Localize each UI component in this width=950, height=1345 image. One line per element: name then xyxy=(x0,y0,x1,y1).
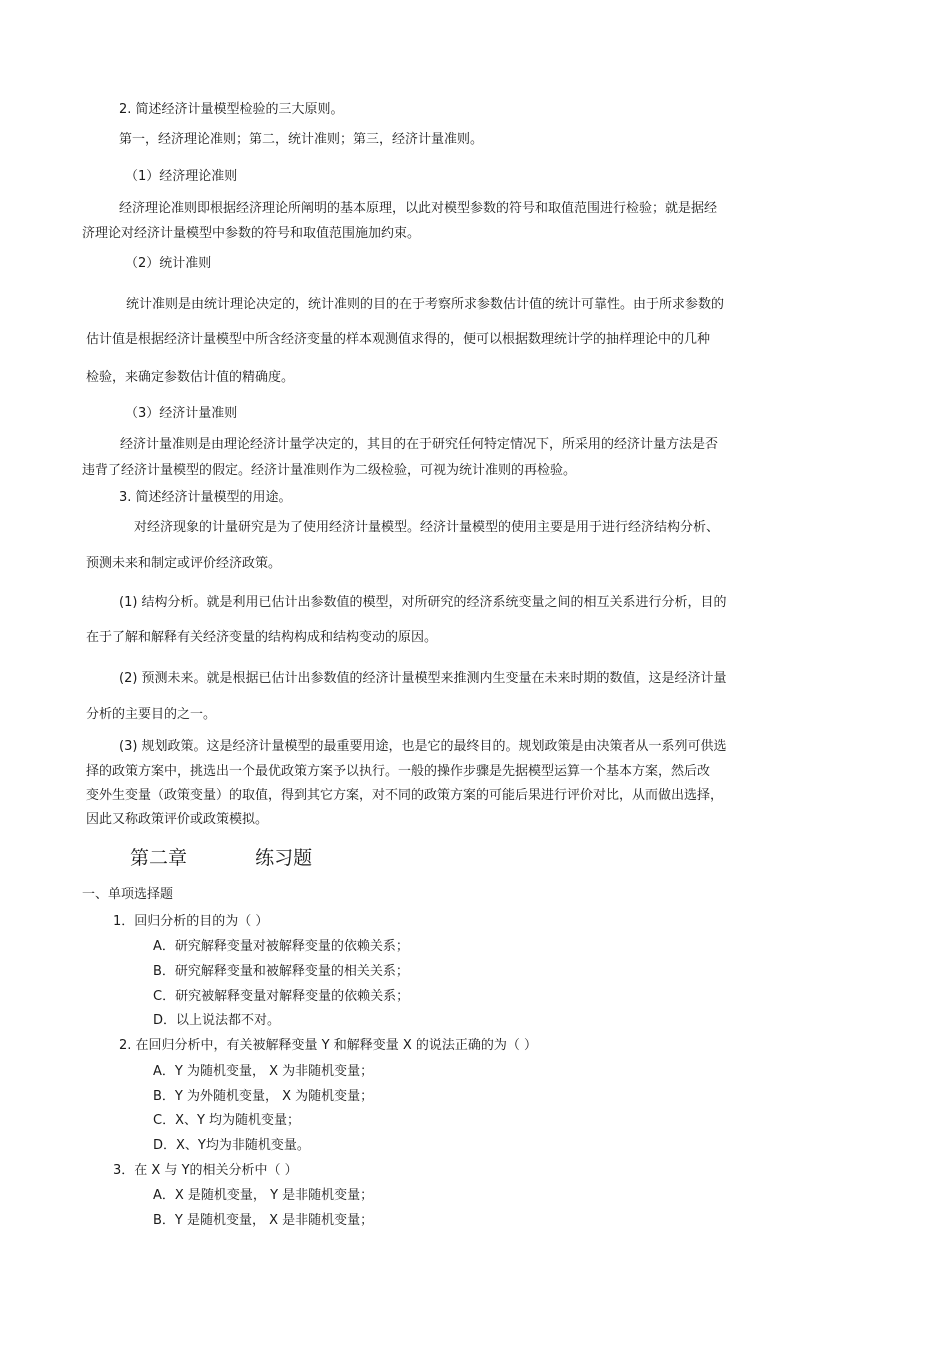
criterion-3-line-2: 违背了经济计量模型的假定。经济计量准则作为二级检验，可视为统计准则的再检验。 xyxy=(82,463,577,478)
uses-intro-line-1: 对经济现象的计量研究是为了使用经济计量模型。经济计量模型的使用主要是用于进行经济结构分析、 xyxy=(134,520,720,535)
criterion-3-heading: （3）经济计量准则 xyxy=(125,406,238,421)
use-2-line-1: (2) 预测未来。就是根据已估计出参数值的经济计量模型来推测内生变量在未来时期的数值，这是经济计量 xyxy=(119,671,727,686)
use-3-line-2: 择的政策方案中，挑选出一个最优政策方案予以执行。一般的操作步骤是先据模型运算一个基本方案，然后改 xyxy=(86,764,711,779)
mc-q2-stem: 2. 在回归分析中，有关被解释变量 Y 和解释变量 X 的说法正确的为（ ） xyxy=(119,1038,538,1053)
criterion-1-line-2: 济理论对经济计量模型中参数的符号和取值范围施加约束。 xyxy=(82,226,421,241)
section-heading: 一、单项选择题 xyxy=(82,887,174,902)
question-2-title: 2. 简述经济计量模型检验的三大原则。 xyxy=(119,102,344,117)
principles-summary: 第一，经济理论准则；第二，统计准则；第三，经济计量准则。 xyxy=(119,132,484,147)
criterion-3-line-1: 经济计量准则是由理论经济计量学决定的，其目的在于研究任何特定情况下，所采用的经济计量方法是否 xyxy=(120,437,719,452)
criterion-2-heading: （2）统计准则 xyxy=(125,256,212,271)
mc-q1-stem: 1．回归分析的目的为（ ） xyxy=(113,914,269,929)
use-1-line-1: (1) 结构分析。就是利用已估计出参数值的模型，对所研究的经济系统变量之间的相互关系进行分析，目的 xyxy=(119,595,727,610)
use-1-line-2: 在于了解和解释有关经济变量的结构构成和结构变动的原因。 xyxy=(86,630,438,645)
mc-q2-option-b: B．Y 为外随机变量， X 为随机变量； xyxy=(153,1089,374,1104)
chapter-title: 练习题 xyxy=(255,847,313,869)
mc-q3-option-a: A．X 是随机变量， Y 是非随机变量； xyxy=(153,1188,374,1203)
mc-q3-stem: 3．在 X 与 Y的相关分析中（ ） xyxy=(113,1163,298,1178)
mc-q2-option-a: A．Y 为随机变量， X 为非随机变量； xyxy=(153,1064,374,1079)
chapter-heading xyxy=(130,845,312,871)
use-3-line-1: (3) 规划政策。这是经济计量模型的最重要用途，也是它的最终目的。规划政策是由决策者从一系列可供选 xyxy=(119,739,727,754)
mc-q3-option-b: B．Y 是随机变量， X 是非随机变量； xyxy=(153,1213,374,1228)
question-3-title: 3. 简述经济计量模型的用途。 xyxy=(119,490,292,505)
mc-q2-option-c: C．X、Y 均为随机变量； xyxy=(153,1113,301,1128)
criterion-1-heading: （1）经济理论准则 xyxy=(125,169,238,184)
mc-q1-option-b: B．研究解释变量和被解释变量的相关关系； xyxy=(153,964,409,979)
mc-q2-option-d: D．X、Y均为非随机变量。 xyxy=(153,1138,310,1153)
chapter-number: 第二章 xyxy=(130,847,188,869)
use-3-line-3: 变外生变量（政策变量）的取值，得到其它方案，对不同的政策方案的可能后果进行评价对比，从而做出选择， xyxy=(86,788,724,803)
use-3-line-4: 因此又称政策评价或政策模拟。 xyxy=(86,812,269,827)
use-2-line-2: 分析的主要目的之一。 xyxy=(86,707,217,722)
mc-q1-option-d: D．以上说法都不对。 xyxy=(153,1013,281,1028)
criterion-2-line-1: 统计准则是由统计理论决定的，统计准则的目的在于考察所求参数估计值的统计可靠性。由于所求参数的 xyxy=(126,297,725,312)
criterion-2-line-3: 检验，来确定参数估计值的精确度。 xyxy=(86,370,295,385)
mc-q1-option-c: C．研究被解释变量对解释变量的依赖关系； xyxy=(153,989,410,1004)
mc-q1-option-a: A．研究解释变量对被解释变量的依赖关系； xyxy=(153,939,409,954)
criterion-2-line-2: 估计值是根据经济计量模型中所含经济变量的样本观测值求得的，便可以根据数理统计学的抽样理论中的几种 xyxy=(86,332,711,347)
uses-intro-line-2: 预测未来和制定或评价经济政策。 xyxy=(86,556,282,571)
criterion-1-line-1: 经济理论准则即根据经济理论所阐明的基本原理，以此对模型参数的符号和取值范围进行检验；就是据经 xyxy=(119,201,718,216)
